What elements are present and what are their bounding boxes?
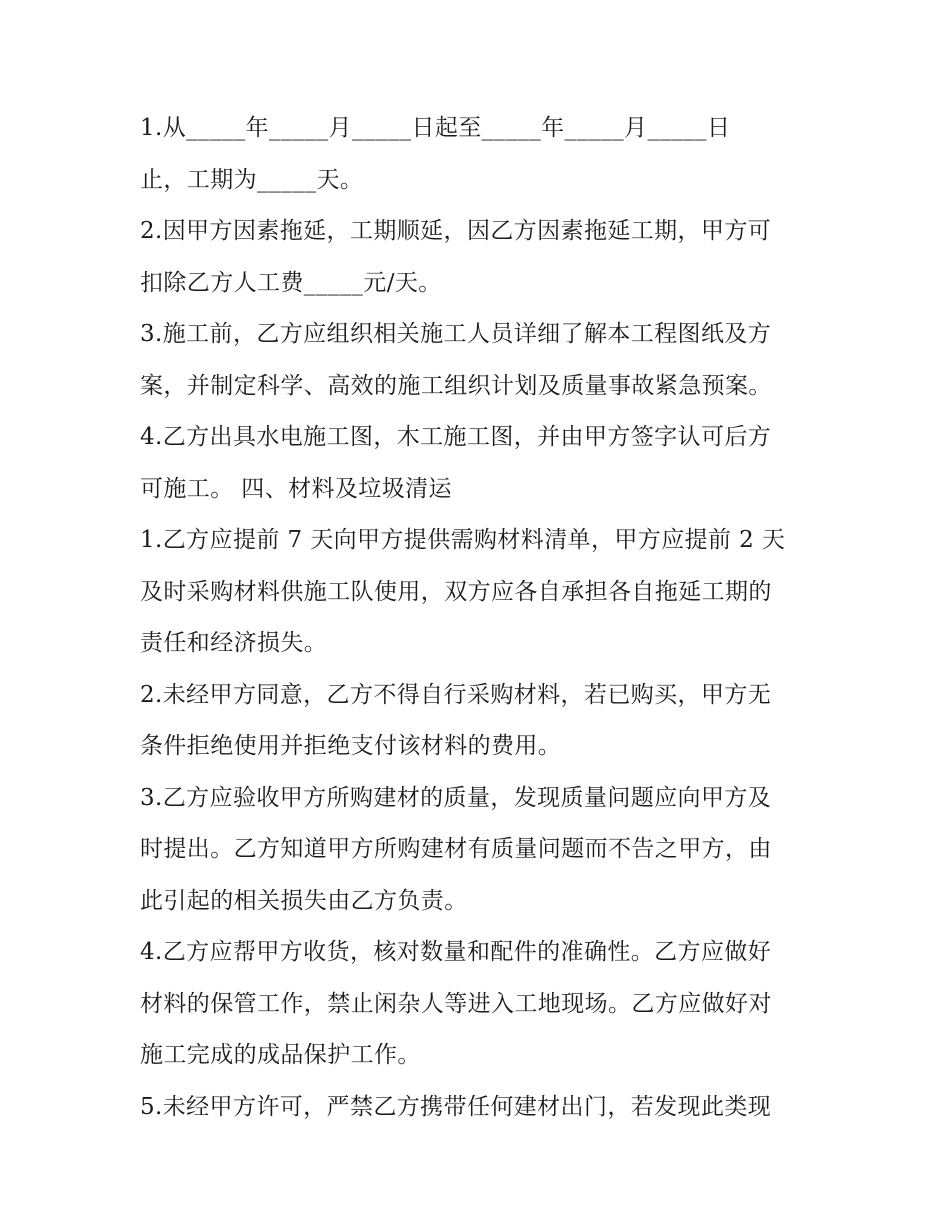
text-line: 止，工期为_____天。 [140,166,364,193]
text-line: 2.因甲方因素拖延，工期顺延，因乙方因素拖延工期，甲方可 [140,218,772,244]
text-line: 时提出。乙方知道甲方所购建材有质量问题而不告之甲方，由 [140,836,772,862]
text-line: 3.乙方应验收甲方所购建材的质量，发现质量问题应向甲方及 [140,784,772,811]
text-line: 材料的保管工作，禁止闲杂人等进入工地现场。乙方应做好对 [140,990,772,1017]
text-line: 案，并制定科学、高效的施工组织计划及质量事故紧急预案。 [140,372,772,399]
text-line: 3.施工前，乙方应组织相关施工人员详细了解本工程图纸及方 [140,321,772,347]
text-line: 责任和经济损失。 [140,630,328,656]
text-line: 1.乙方应提前 7 天向甲方提供需购材料清单，甲方应提前 2 天 [140,527,786,553]
text-line: 扣除乙方人工费_____元/天。 [140,269,442,296]
text-line: 及时采购材料供施工队使用，双方应各自承担各自拖延工期的 [140,578,772,605]
text-line: 5.未经甲方许可，严禁乙方携带任何建材出门，若发现此类现 [140,1093,772,1120]
contract-text [140,103,820,1133]
text-line: 2.未经甲方同意，乙方不得自行采购材料，若已购买，甲方无 [140,681,772,708]
text-line: 此引起的相关损失由乙方负责。 [140,887,468,914]
text-line: 施工完成的成品保护工作。 [140,1042,421,1068]
text-line: 可施工。 四、材料及垃圾清运 [140,475,452,502]
text-line: 4.乙方出具水电施工图，木工施工图，并由甲方签字认可后方 [140,424,772,450]
text-line: 条件拒绝使用并拒绝支付该材料的费用。 [140,733,562,759]
text-line: 4.乙方应帮甲方收货，核对数量和配件的准确性。乙方应做好 [140,939,772,965]
text-line: 1.从_____年_____月_____日起至_____年_____月_____日 [140,115,731,141]
